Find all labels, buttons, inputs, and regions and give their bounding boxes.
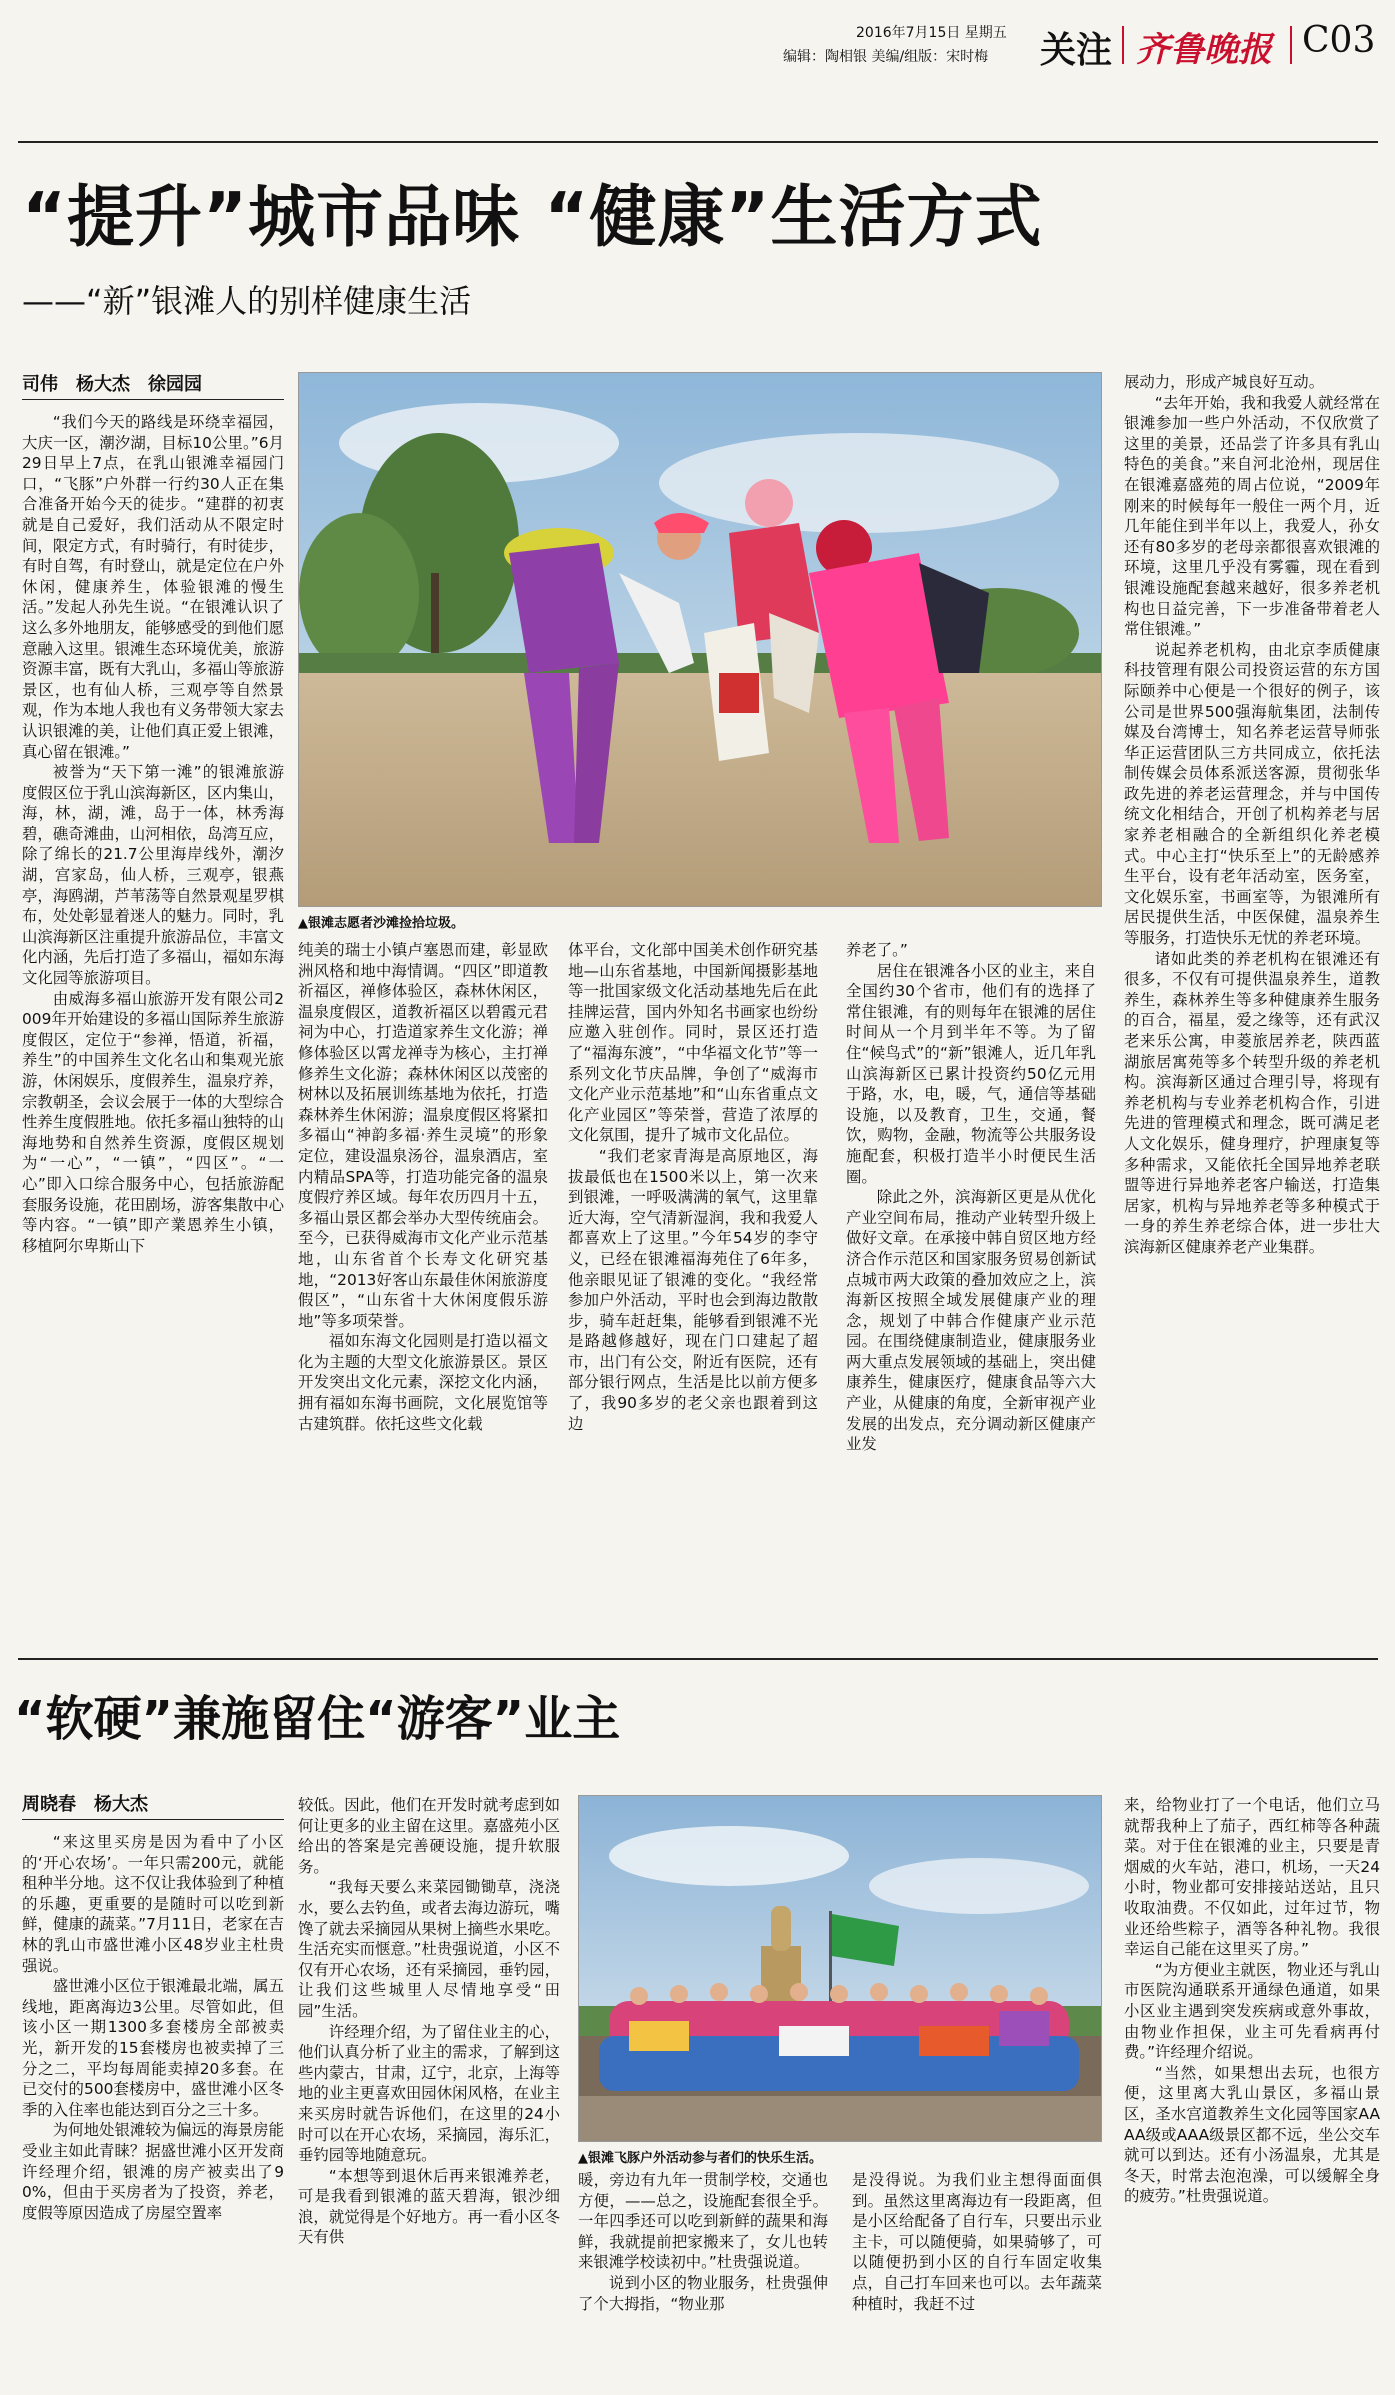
article1-column-3	[568, 940, 818, 1630]
byline-rule-2	[22, 1819, 284, 1820]
paragraph: “我每天要么来菜园锄锄草，浇浇水，要么去钓鱼，或者去海边游玩，嘴馋了就去采摘园从果树上摘些水果吃。生活充实而惬意。”杜贵强说道，小区不仅有开心农场，还有采摘园，垂钓园，让我们这些城里人尽情地享受“田园”生活。	[298, 1878, 560, 2020]
paragraph: “本想等到退休后再来银滩养老，可是我看到银滩的蓝天碧海，银沙细浪，就觉得是个好地方。再一看小区冬天有供	[298, 2166, 560, 2247]
article2-title: “软硬”兼施留住“游客”业主	[14, 1691, 621, 1747]
paragraph: 许经理介绍，为了留住业主的心，他们认真分析了业主的需求，了解到这些内蒙古，甘肃，辽宁，北京，上海等地的业主更喜欢田园休闲风格，在业主来买房时就告诉他们，在这里的24小时可以在开心农场，采摘园，海乐汇，垂钓园等地随意玩。	[298, 2022, 560, 2165]
group-hikers-image	[579, 1796, 1101, 2141]
page-number: C03	[1302, 20, 1376, 61]
paragraph: 是没得说。为我们业主想得面面俱到。虽然这里离海边有一段距离，但是小区给配备了自行车，只要出示业主卡，可以随便骑，如果骑够了，可以随便扔到小区的自行车固定收集点，自己打车回来也可以。去年蔬菜种植时，我赶不过	[852, 2171, 1102, 2313]
paragraph: 居住在银滩各小区的业主，来自全国约30个省市，他们有的选择了常住银滩，有的则每年在银滩的居住时间从一个月到半年不等。为了留住“候鸟式”的“新”银滩人，近几年乳山滨海新区已累计投资约50亿元用于路，水，电，暖，气，通信等基础设施，以及教育，卫生，交通，餐饮，购物，金融，物流等公共服务设施配套，积极打造半小时便民生活圈。	[846, 961, 1096, 1186]
paragraph: “来这里买房是因为看中了小区的‘开心农场’。一年只需200元，就能租种半分地。这不仅让我体验到了种植的乐趣，更重要的是随时可以吃到新鲜，健康的蔬菜。”7月11日，老家在吉林的乳山市盛世滩小区48岁业主杜贵强说。	[22, 1833, 284, 1975]
article1-column-1	[22, 412, 284, 1630]
article1-column-5	[1124, 372, 1380, 1630]
paragraph: 为何地处银滩较为偏远的海景房能受业主如此青睐？据盛世滩小区开发商许经理介绍，银滩的房产被卖出了90%，但由于买房者为了投资，养老，度假等原因造成了房屋空置率	[22, 2121, 284, 2222]
masthead-logo: 齐鲁晚报	[1136, 30, 1272, 70]
separator-bar	[1122, 26, 1124, 64]
beach-volunteers-photo	[298, 372, 1102, 907]
article2-photo-caption: ▲银滩飞豚户外活动参与者们的快乐生活。	[578, 2151, 822, 2166]
article1-byline: 司伟 杨大杰 徐园园	[22, 374, 202, 395]
paragraph: 被誉为“天下第一滩”的银滩旅游度假区位于乳山滨海新区，区内集山，海，林，湖，滩，岛于一体，林秀海碧，礁奇滩曲，山河相依，岛湾互应，除了绵长的21.7公里海岸线外，潮汐湖，宫家岛，仙人桥，三观亭，银燕亭，海鸥湖，芦苇荡等自然景观星罗棋布，处处彰显着迷人的魅力。同时，乳山滨海新区注重提升旅游品位，丰富文化内涵，先后打造了多福山，福如东海文化园等旅游项目。	[22, 763, 284, 988]
article2-column-5	[1124, 1795, 1380, 2382]
group-photo	[578, 1795, 1102, 2142]
article1-subtitle: ——“新”银滩人的别样健康生活	[22, 282, 472, 320]
paragraph: 盛世滩小区位于银滩最北端，属五线地，距离海边3公里。尽管如此，但该小区一期1300多套楼房全部被卖光，新开发的15套楼房也被卖掉了三分之二，平均每周能卖掉20多套。在已交付的500套楼房中，盛世滩小区冬季的入住率也能达到百分之三十多。	[22, 1977, 284, 2119]
paragraph: 来，给物业打了一个电话，他们立马就帮我种上了茄子，西红柿等各种蔬菜。对于住在银滩的业主，只要是青烟威的火车站，港口，机场，一天24小时，物业都可安排接站送站，且只收取油费。不仅如此，过年过节，物业还给些粽子，酒等各种礼物。我很幸运自己能在这里买了房。”	[1124, 1796, 1380, 1959]
paragraph: 较低。因此，他们在开发时就考虑到如何让更多的业主留在这里。嘉盛苑小区给出的答案是完善硬设施，提升软服务。	[298, 1796, 560, 1876]
paragraph: “为方便业主就医，物业还与乳山市医院沟通联系开通绿色通道，如果小区业主遇到突发疾病或意外事故，由物业作担保，业主可先看病再付费。”许经理介绍说。	[1124, 1960, 1380, 2062]
byline-rule	[22, 399, 284, 400]
article1-column-4	[846, 940, 1096, 1630]
beach-volunteers-image	[299, 373, 1101, 906]
paragraph: 体平台，文化部中国美术创作研究基地—山东省基地，中国新闻摄影基地等一批国家级文化活动基地先后在此挂牌运营，国内外知名书画家也纷纷应邀入驻创作。同时，景区还打造了“福海东渡”，“中华福文化节”等一系列文化节庆品牌，争创了“威海市文化产业示范基地”和“山东省重点文化产业园区”等荣誉，营造了浓厚的文化氛围，提升了城市文化品位。	[568, 941, 818, 1145]
paragraph: 说到小区的物业服务，杜贵强伸了个大拇指，“物业那	[578, 2273, 828, 2313]
header-rule	[18, 141, 1378, 143]
paragraph: “去年开始，我和我爱人就经常在银滩参加一些户外活动，不仅欣赏了这里的美景，还品尝了许多具有乳山特色的美食。”来自河北沧州，现居住在银滩嘉盛苑的周占位说，“2009年刚来的时候每年一般住一两个月，近几年能住到半年以上，我爱人，孙女还有80多岁的老母亲都很喜欢银滩的环境，这里几乎没有雾霾，现在看到银滩设施配套越来越好，很多养老机构也日益完善，下一步准备带着老人常住银滩。”	[1124, 393, 1380, 639]
paragraph: “我们今天的路线是环绕幸福园，大庆一区，潮汐湖，目标10公里。”6月29日早上7点，在乳山银滩幸福园门口，“飞豚”户外群一行约30人正在集合准备开始今天的徒步。“建群的初衷就是自己爱好，我们活动从不限定时间，限定方式，有时骑行，有时徒步，有时自驾，有时登山，就是定位在户外休闲，健康养生，体验银滩的慢生活。”发起人孙先生说。“在银滩认识了这么多外地朋友，能够感受的到他们愿意融入这里。银滩生态环境优美，旅游资源丰富，既有大乳山，多福山等旅游景区，也有仙人桥，三观亭等自然景观，作为本地人我也有义务带领大家去认识银滩的美，让他们真正爱上银滩，真心留在银滩。”	[22, 413, 284, 761]
article2-column-3	[578, 2170, 828, 2382]
section-label: 关注	[1040, 30, 1113, 71]
article2-column-4	[852, 2170, 1102, 2382]
paragraph: 暖，旁边有九年一贯制学校，交通也方便，——总之，设施配套很全乎。一年四季还可以吃到新鲜的蔬果和海鲜，我就提前把家搬来了，女儿也转来银滩学校读初中。”杜贵强说道。	[578, 2171, 828, 2272]
header-date: 2016年7月15日 星期五	[856, 25, 1007, 41]
paragraph: 养老了。”	[846, 941, 908, 959]
article2-byline: 周晓春 杨大杰	[22, 1794, 148, 1815]
paragraph: “我们老家青海是高原地区，海拔最低也在1500米以上，第一次来到银滩，一呼吸满满的氧气，这里靠近大海，空气清新湿润，我和我爱人都喜欢上了这里。”今年54岁的李守义，已经在银滩福海苑住了6年多，他亲眼见证了银滩的变化。“我经常参加户外活动，平时也会到海边散散步，骑车赶赶集，能够看到银滩不光是路越修越好，现在门口建起了超市，出门有公交，附近有医院，还有部分银行网点，生活是比以前方便多了，我90多岁的老父亲也跟着到这边	[568, 1146, 818, 1433]
paragraph: 展动力，形成产城良好互动。	[1124, 373, 1325, 391]
paragraph: 纯美的瑞士小镇卢塞恩而建，彰显欧洲风格和地中海情调。“四区”即道教祈福区，禅修体验区，森林休闲区，温泉度假区，道教祈福区以碧霞元君祠为中心，打造道家养生文化游；禅修体验区以霄龙禅寺为核心，主打禅修养生文化游；森林休闲区以茂密的树林以及拓展训练基地为依托，打造森林养生休闲游；温泉度假区将紧扣多福山“神韵多福·养生灵境”的形象定位，建设温泉汤谷，温泉酒店，室内精品SPA等，打造功能完备的温泉度假疗养区域。每年农历四月十五，多福山景区都会举办大型传统庙会。至今，已获得威海市文化产业示范基地，山东省首个长寿文化研究基地，“2013好客山东最佳休闲旅游度假区”，“山东省十大休闲度假乐游地”等多项荣誉。	[298, 941, 548, 1330]
paragraph: 说起养老机构，由北京李质健康科技管理有限公司投资运营的东方国际颐养中心便是一个很好的例子，该公司是世界500强海航集团，法制传媒及台湾博士，知名养老运营导师张华正运营团队三方共同成立，依托法制传媒会员体系派送客源，贯彻张华政先进的养老运营理念，并与中国传统文化相结合，开创了机构养老与居家养老相融合的全新组织化养老模式。中心主打“快乐至上”的无龄感养生平台，设有老年活动室，医务室，文化娱乐室，书画室等，为银滩所有居民提供生活，中医保健，温泉养生等服务，打造快乐无忧的养老环境。	[1124, 640, 1380, 948]
paragraph: 除此之外，滨海新区更是从优化产业空间布局，推动产业转型升级上做好文章。在承接中韩自贸区地方经济合作示范区和国家服务贸易创新试点城市两大政策的叠加效应之上，滨海新区按照全域发展健康产业的理念，规划了中韩合作健康产业示范园。在围绕健康制造业，健康服务业两大重点发展领域的基础上，突出健康养生，健康医疗，健康食品等六大产业，从健康的角度，全新审视产业发展的出发点，充分调动新区健康产业发	[846, 1188, 1096, 1454]
article2-column-1	[22, 1832, 284, 2382]
separator-bar-2	[1290, 26, 1292, 64]
article1-photo-caption: ▲银滩志愿者沙滩捡拾垃圾。	[298, 916, 464, 931]
article1-column-2	[298, 940, 548, 1630]
paragraph: 由威海多福山旅游开发有限公司2009年开始建设的多福山国际养生旅游度假区，定位于“参禅，悟道，祈福，养生”的中国养生文化名山和集观光旅游，休闲娱乐，度假养生，温泉疗养，宗教朝圣，会议会展于一体的大型综合性养生度假胜地。依托多福山独特的山海地势和自然养生资源，度假区规划为“一心”，“一镇”，“四区”。“一心”即入口综合服务中心，包括旅游配套服务设施，花田剧场，游客集散中心等内容。“一镇”即产業恩养生小镇，移植阿尔卑斯山下	[22, 989, 284, 1255]
paragraph: 诸如此类的养老机构在银滩还有很多，不仅有可提供温泉养生，道教养生，森林养生等多种健康养生服务的百合，福星，爱之缘等，还有武汉老来乐公寓，申菱旅居养老，陕西蓝湖旅居寓苑等多个转型升级的养老机构。滨海新区通过合理引导，将现有养老机构与专业养老机构合作，引进先进的管理模式和理念，既可满足老人文化娱乐，健身理疗，护理康复等多种需求，又能依托全国异地养老联盟等进行异地养老客户输送，打造集居家，机构与异地养老等多种模式于一身的养生养老综合体，进一步壮大滨海新区健康养老产业集群。	[1124, 949, 1380, 1256]
header-editors: 编辑：陶相银 美编/组版：宋时梅	[783, 49, 989, 65]
paragraph: “当然，如果想出去玩，也很方便，这里离大乳山景区，多福山景区，圣水宫道教养生文化园等国家AAAA级或AAA级景区都不远，坐公交车就可以到达。还有小汤温泉，尤其是冬天，时常去泡泡澡，可以缓解全身的疲劳。”杜贵强说道。	[1124, 2063, 1380, 2206]
article1-title: “提升”城市品味 “健康”生活方式	[22, 178, 1043, 256]
paragraph: 福如东海文化园则是打造以福文化为主题的大型文化旅游景区。景区开发突出文化元素，深挖文化内涵，拥有福如东海书画院，文化展览馆等古建筑群。依托这些文化载	[298, 1332, 548, 1433]
article-divider	[18, 1658, 1378, 1660]
article2-column-2	[298, 1795, 560, 2382]
